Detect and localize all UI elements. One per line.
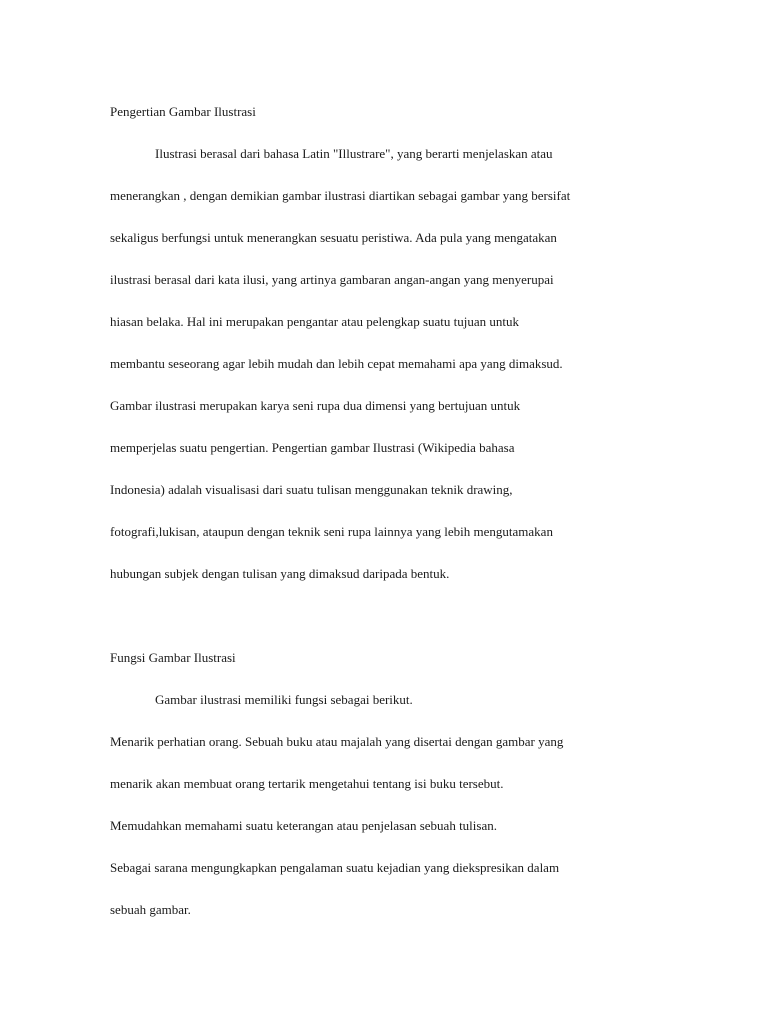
section-intro: Gambar ilustrasi memiliki fungsi sebagai berikut. [155,692,413,707]
section-heading-pengertian: Pengertian Gambar Ilustrasi [110,104,256,119]
paragraph-line: Ilustrasi berasal dari bahasa Latin "Illustrare", yang berarti menjelaskan atau [155,146,553,161]
paragraph-line: memperjelas suatu pengertian. Pengertian gambar Ilustrasi (Wikipedia bahasa [110,440,515,455]
paragraph-line: hiasan belaka. Hal ini merupakan pengantar atau pelengkap suatu tujuan untuk [110,314,519,329]
paragraph-line: Gambar ilustrasi merupakan karya seni rupa dua dimensi yang bertujuan untuk [110,398,521,413]
paragraph-line: Indonesia) adalah visualisasi dari suatu tulisan menggunakan teknik drawing, [110,482,513,497]
paragraph-line: menerangkan , dengan demikian gambar ilustrasi diartikan sebagai gambar yang bersifat [110,188,571,203]
function-line: Menarik perhatian orang. Sebuah buku atau majalah yang disertai dengan gambar yang [110,734,564,749]
function-line: menarik akan membuat orang tertarik mengetahui tentang isi buku tersebut. [110,776,504,791]
function-line: sebuah gambar. [110,902,191,917]
function-line: Memudahkan memahami suatu keterangan atau penjelasan sebuah tulisan. [110,818,497,833]
function-line: Sebagai sarana mengungkapkan pengalaman suatu kejadian yang diekspresikan dalam [110,860,560,875]
paragraph-line: membantu seseorang agar lebih mudah dan lebih cepat memahami apa yang dimaksud. [110,356,563,371]
paragraph-line: hubungan subjek dengan tulisan yang dimaksud daripada bentuk. [110,566,450,581]
section-heading-fungsi: Fungsi Gambar Ilustrasi [110,650,236,665]
paragraph-line: fotografi,lukisan, ataupun dengan teknik seni rupa lainnya yang lebih mengutamakan [110,524,553,539]
paragraph-line: ilustrasi berasal dari kata ilusi, yang artinya gambaran angan-angan yang menyerupai [110,272,554,287]
paragraph-line: sekaligus berfungsi untuk menerangkan sesuatu peristiwa. Ada pula yang mengatakan [110,230,557,245]
